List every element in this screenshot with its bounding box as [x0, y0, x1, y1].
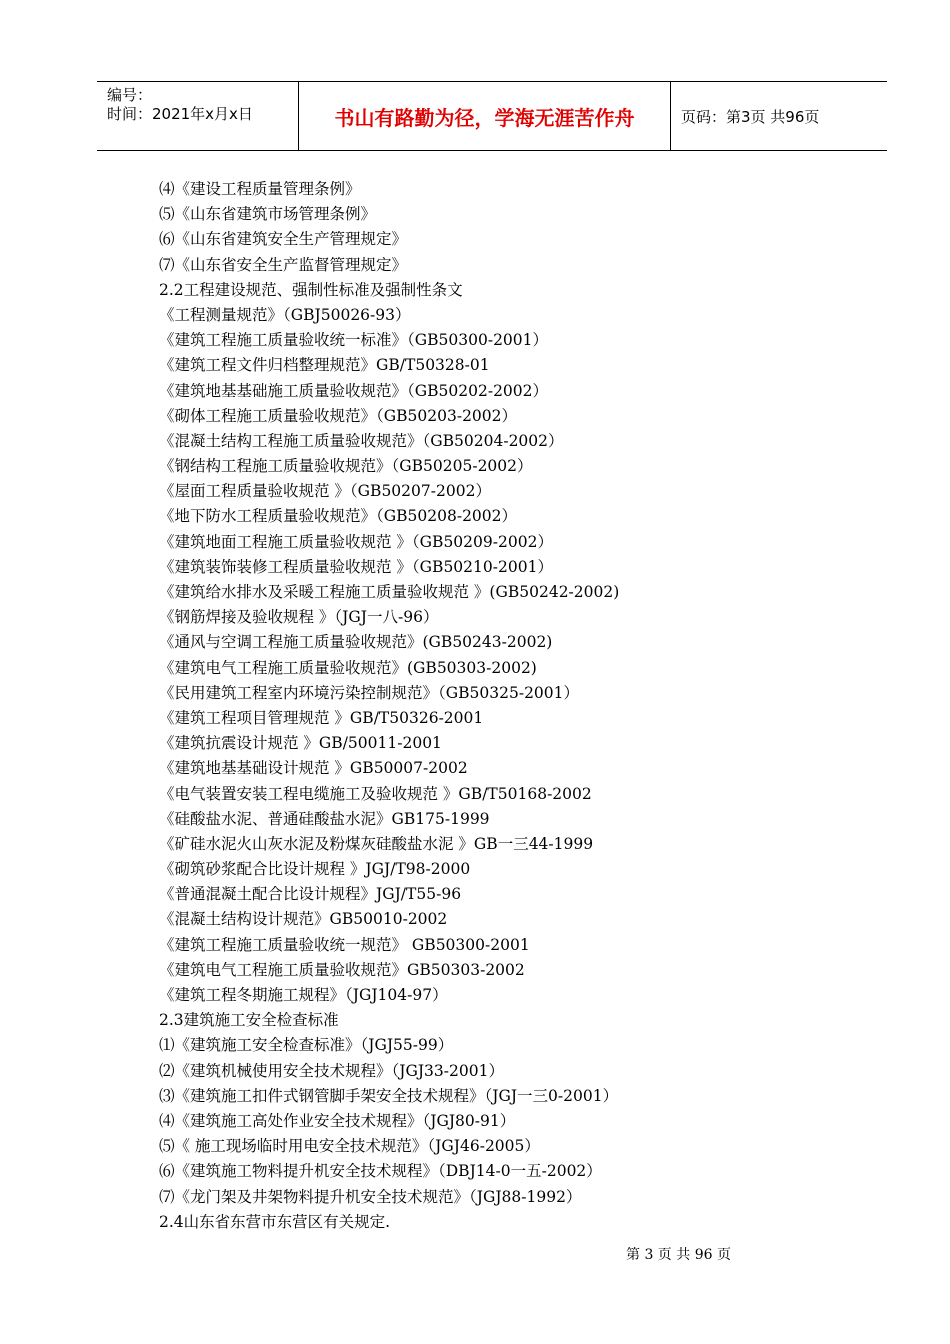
- text-line: 《建筑地基基础施工质量验收规范》（GB50202-2002）: [159, 381, 549, 400]
- text-line: ⑴《建筑施工安全检查标准》（JGJ55-99）: [159, 1036, 454, 1055]
- header-divider: [670, 82, 671, 150]
- text-line: ⑸《 施工现场临时用电安全技术规范》（JGJ46-2005）: [159, 1137, 540, 1156]
- text-line: 《普通混凝土配合比设计规程》JGJ/T55-96: [159, 885, 462, 904]
- text-line: 《混凝土结构设计规范》GB50010-2002: [159, 910, 448, 929]
- text-line: 《建筑工程施工质量验收统一规范》 GB50300-2001: [159, 935, 530, 954]
- text-line: 《建筑电气工程施工质量验收规范》GB50303-2002: [159, 960, 525, 979]
- section-heading: 2.3建筑施工安全检查标准: [159, 1011, 339, 1030]
- text-line: 《民用建筑工程室内环境污染控制规范》（GB50325-2001）: [159, 683, 580, 702]
- section-heading: 2.4山东省东营市东营区有关规定.: [159, 1212, 391, 1231]
- header-motto: 书山有路勤为径，学海无涯苦作舟: [334, 105, 635, 130]
- text-line: 《地下防水工程质量验收规范》（GB50208-2002）: [159, 507, 518, 526]
- text-line: ⑶《建筑施工扣件式钢管脚手架安全技术规程》（JGJ一三0-2001）: [159, 1086, 619, 1105]
- page-header: [97, 81, 887, 151]
- text-line: 《砌筑砂浆配合比设计规程 》JGJ/T98-2000: [159, 860, 471, 879]
- text-line: 《建筑电气工程施工质量验收规范》(GB50303-2002): [159, 658, 537, 677]
- text-line: ⑹《建筑施工物料提升机安全技术规程》（DBJ14-0一五-2002）: [159, 1162, 602, 1181]
- text-line: 《矿硅水泥火山灰水泥及粉煤灰硅酸盐水泥 》GB一三44-1999: [159, 834, 594, 853]
- text-line: 《通风与空调工程施工质量验收规范》(GB50243-2002): [159, 633, 553, 652]
- text-line: 《建筑地面工程施工质量验收规范 》（GB50209-2002）: [159, 532, 553, 551]
- text-line: ⑷《建设工程质量管理条例》: [159, 180, 361, 198]
- text-line: 《建筑装饰装修工程质量验收规范 》（GB50210-2001）: [159, 557, 553, 576]
- text-line: 《电气装置安装工程电缆施工及验收规范 》GB/T50168-2002: [159, 784, 592, 803]
- text-line: 《建筑给水排水及采暖工程施工质量验收规范 》(GB50242-2002): [159, 583, 620, 601]
- text-line: ⑹《山东省建筑安全生产管理规定》: [159, 230, 408, 249]
- text-line: 《建筑工程项目管理规范 》GB/T50326-2001: [159, 708, 484, 727]
- text-line: 《钢筋焊接及验收规程 》（JGJ一八-96）: [159, 608, 439, 627]
- header-page-info: 页码：第3页 共96页: [681, 107, 820, 126]
- section-heading: 2.2工程建设规范、强制性标准及强制性条文: [159, 280, 463, 299]
- text-line: ⑵《建筑机械使用安全技术规程》（JGJ33-2001）: [159, 1061, 504, 1080]
- text-line: ⑸《山东省建筑市场管理条例》: [159, 205, 377, 224]
- text-line: ⑺《龙门架及井架物料提升机安全技术规范》（JGJ88-1992）: [159, 1187, 582, 1206]
- text-line: 《建筑工程施工质量验收统一标准》（GB50300-2001）: [159, 331, 549, 350]
- text-line: 《混凝土结构工程施工质量验收规范》（GB50204-2002）: [159, 431, 564, 450]
- document-time-label: 时间：2021年x月x日: [107, 105, 253, 123]
- text-line: 《建筑地基基础设计规范 》GB50007-2002: [159, 759, 468, 778]
- document-number-label: 编号：: [107, 86, 153, 104]
- text-line: 《工程测量规范》（GBJ50026-93）: [159, 305, 411, 324]
- document-body: [159, 177, 859, 1235]
- page-footer: 第 3 页 共 96 页: [626, 1247, 731, 1263]
- text-line: 《砌体工程施工质量验收规范》（GB50203-2002）: [159, 406, 518, 425]
- text-line: 《钢结构工程施工质量验收规范》（GB50205-2002）: [159, 457, 533, 476]
- text-line: 《硅酸盐水泥、普通硅酸盐水泥》GB175-1999: [159, 809, 490, 828]
- text-line: ⑺《山东省安全生产监督管理规定》: [159, 255, 408, 274]
- text-line: 《建筑工程文件归档整理规范》GB/T50328-01: [159, 356, 490, 375]
- text-line: 《建筑工程冬期施工规程》（JGJ104-97）: [159, 986, 448, 1004]
- text-line: 《建筑抗震设计规范 》GB/50011-2001: [159, 734, 442, 753]
- text-line: ⑷《建筑施工高处作业安全技术规程》（JGJ80-91）: [159, 1111, 516, 1130]
- text-line: 《屋面工程质量验收规范 》（GB50207-2002）: [159, 482, 491, 501]
- header-meta: [107, 86, 297, 124]
